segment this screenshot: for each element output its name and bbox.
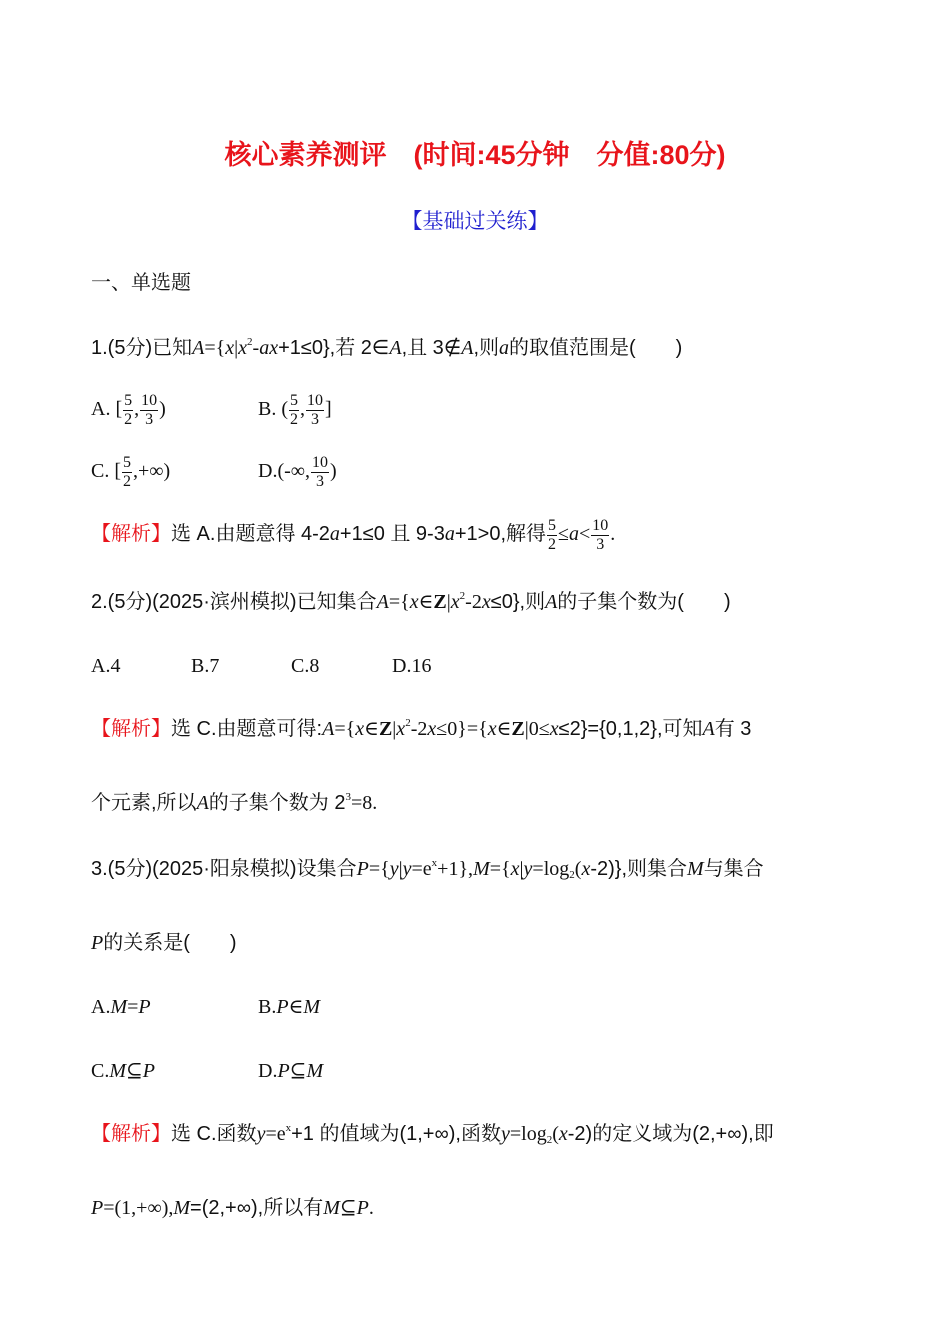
q1-prefix: 1.(5分)已知: [91, 337, 193, 359]
solution-var: M: [173, 1197, 191, 1219]
denominator: 3: [596, 536, 605, 553]
solution-var: x: [549, 718, 559, 740]
solution-var: x: [396, 718, 406, 740]
solution-text: 的子集个数为 2: [208, 792, 346, 814]
solution-var: P: [91, 1197, 104, 1219]
q3-var: M: [687, 858, 704, 880]
q3-var: y: [389, 858, 399, 880]
q3-text: ={: [489, 858, 511, 880]
solution-text: -2: [410, 718, 428, 740]
option-text: ,: [134, 398, 140, 421]
solution-text: 选 C.由题意可得:: [171, 718, 323, 740]
fraction: [122, 454, 132, 491]
denominator: 2: [548, 536, 557, 553]
solution-text: =8.: [350, 792, 378, 814]
fraction: [591, 517, 609, 554]
q3-option-a[interactable]: [91, 995, 151, 1019]
solution-text: =(2,+∞),所以有: [190, 1197, 324, 1219]
q2-solution-line-1: [91, 717, 751, 741]
q3-var: P: [91, 932, 104, 954]
q1-text: |: [234, 337, 239, 359]
q1-text: ={: [204, 337, 226, 359]
solution-tag: 【解析】: [91, 1123, 171, 1145]
fraction: [311, 454, 329, 491]
option-text: ,: [300, 398, 305, 421]
q2-var: x: [450, 591, 460, 613]
question-1: [91, 336, 682, 360]
q2-var: x: [481, 591, 491, 613]
q2-var: x: [409, 591, 419, 613]
solution-text: +1≤0 且 9-3: [339, 523, 445, 546]
log-base: 2: [546, 1134, 553, 1146]
numerator: 10: [312, 454, 329, 471]
q1-text: 的取值范围是( ): [509, 337, 683, 359]
option-op: ⊆: [289, 1060, 307, 1082]
solution-var: x: [427, 718, 437, 740]
option-var: M: [306, 1060, 324, 1082]
q1-text: ,则: [473, 337, 500, 359]
q3-text: 的关系是( ): [103, 932, 237, 954]
option-var: P: [277, 1060, 290, 1082]
q1-text: +1≤0},若 2∈: [278, 337, 390, 359]
numerator: 10: [307, 392, 323, 409]
q2-var: A: [376, 591, 389, 613]
q3-log-base: 2: [569, 869, 575, 881]
q3-solution-line-1: [91, 1122, 774, 1146]
solution-text: ={: [334, 718, 356, 740]
solution-var: a: [444, 523, 455, 546]
solution-tag: 【解析】: [91, 523, 171, 546]
solution-text: |0≤: [524, 718, 550, 740]
fraction: [289, 392, 299, 429]
solution-text: 有 3: [714, 718, 752, 740]
q1-exponent: 2: [247, 336, 253, 348]
solution-text: ≤2}={0,1,2},可知: [558, 718, 703, 740]
solution-text: =log: [509, 1123, 547, 1145]
solution-var: a: [569, 523, 579, 546]
q2-option-b[interactable]: B.7: [191, 655, 220, 677]
solution-text: ∈: [364, 718, 379, 740]
q3-prefix: 3.(5分)(2025·阳泉模拟)设集合: [91, 858, 357, 880]
option-var: M: [109, 1060, 127, 1082]
q2-option-a[interactable]: A.4: [91, 655, 121, 677]
q3-var: y: [402, 858, 412, 880]
q2-text: ={: [388, 591, 410, 613]
fraction: [140, 392, 158, 429]
option-text: ,+∞): [133, 460, 171, 483]
solution-text: .: [610, 523, 616, 546]
option-label: B.: [258, 996, 277, 1018]
q1-var: a: [259, 337, 270, 359]
q2-var: A: [545, 591, 558, 613]
q3-text: 与集合: [703, 858, 764, 880]
fraction: [123, 392, 133, 429]
exponent: 2: [405, 717, 411, 729]
q2-option-c[interactable]: C.8: [291, 655, 320, 677]
q3-text: -2)},则集合: [590, 858, 688, 880]
q2-option-d[interactable]: D.16: [392, 655, 432, 677]
q1-solution: [91, 517, 615, 554]
q3-var: P: [356, 858, 369, 880]
q3-var: M: [473, 858, 490, 880]
solution-var: y: [256, 1123, 266, 1145]
option-text: ): [330, 460, 337, 483]
denominator: 2: [124, 411, 133, 428]
fraction: [306, 392, 324, 429]
solution-text: |: [392, 718, 397, 740]
option-label: B. (: [258, 398, 288, 421]
solution-text: =(1,+∞),: [103, 1197, 174, 1219]
numerator: 10: [592, 517, 609, 534]
section-heading: 一、单选题: [91, 272, 191, 294]
solution-text: 个元素,所以: [91, 792, 197, 814]
q3-option-d[interactable]: [258, 1059, 323, 1083]
solution-var: M: [323, 1197, 340, 1219]
exponent: x: [285, 1122, 292, 1134]
solution-text: -2)的定义域为(2,+∞),即: [567, 1123, 774, 1145]
q3-text: (: [574, 858, 582, 880]
q3-text: |: [398, 858, 403, 880]
solution-text: 选 C.函数: [171, 1123, 257, 1145]
q2-text: ∈: [418, 591, 434, 613]
solution-text: 选 A.由题意得 4-2: [171, 523, 330, 546]
q3-text: =log: [532, 858, 570, 880]
option-text: ]: [325, 398, 332, 421]
q1-text: ,且 3∉: [401, 337, 462, 359]
q1-text: -: [252, 337, 260, 359]
q1-var: A: [461, 337, 474, 359]
q2-solution-line-2: [91, 791, 377, 815]
q1-var: x: [269, 337, 279, 359]
q3-var: x: [581, 858, 591, 880]
option-op: ∈: [288, 996, 304, 1018]
solution-var: A: [702, 718, 715, 740]
q3-var: x: [510, 858, 520, 880]
solution-var: x: [355, 718, 365, 740]
solution-text: <: [579, 523, 591, 546]
option-text: ): [159, 398, 166, 421]
solution-text: ≤: [558, 523, 569, 546]
q2-text: -2: [465, 591, 482, 613]
q3-text: |: [519, 858, 524, 880]
q3-option-c[interactable]: [91, 1059, 155, 1083]
q2-integer-set: Z: [433, 591, 447, 613]
q3-text: ={: [368, 858, 390, 880]
solution-var: A: [322, 718, 335, 740]
q1-var: A: [389, 337, 402, 359]
fraction: [547, 517, 557, 554]
q1-option-d[interactable]: [258, 454, 337, 491]
q3-exponent: x: [431, 857, 438, 869]
numerator: 5: [124, 392, 133, 409]
option-op: =: [127, 996, 139, 1018]
integer-set: Z: [511, 718, 525, 740]
q1-option-a[interactable]: [91, 392, 166, 429]
q3-text: =e: [411, 858, 432, 880]
integer-set: Z: [378, 718, 393, 740]
option-var: P: [138, 996, 151, 1018]
question-2: [91, 590, 731, 614]
solution-text: +1 的值域为(1,+∞),函数: [291, 1123, 501, 1145]
q3-option-b[interactable]: [258, 995, 320, 1019]
denominator: 3: [316, 473, 325, 490]
solution-text: =e: [265, 1123, 286, 1145]
q1-var: x: [225, 337, 235, 359]
option-op: ⊆: [126, 1060, 143, 1082]
option-label: A.: [91, 996, 111, 1018]
q2-exponent: 2: [459, 590, 466, 602]
q3-text: +1},: [437, 858, 474, 880]
option-var: P: [142, 1060, 155, 1082]
option-label: C. [: [91, 460, 121, 483]
q2-text: 的子集个数为( ): [557, 591, 731, 613]
q1-var: a: [499, 337, 510, 359]
option-var: P: [276, 996, 289, 1018]
option-label: A. [: [91, 398, 123, 421]
question-3-line-1: [91, 857, 764, 881]
q2-text: |: [446, 591, 451, 613]
solution-var: a: [329, 523, 340, 546]
numerator: 5: [123, 454, 131, 471]
solution-var: A: [196, 792, 209, 814]
numerator: 10: [141, 392, 158, 409]
q1-option-b[interactable]: [258, 392, 332, 429]
q1-set-a: A: [192, 337, 205, 359]
solution-text: .: [368, 1197, 374, 1219]
q1-var: x: [238, 337, 248, 359]
q3-var: y: [523, 858, 533, 880]
option-label: C.: [91, 1060, 110, 1082]
solution-text: (: [552, 1123, 559, 1145]
q1-option-c[interactable]: [91, 454, 170, 491]
solution-text: ⊆: [339, 1197, 357, 1219]
option-label: D.: [258, 1060, 278, 1082]
denominator: 3: [145, 411, 154, 428]
q2-text: ≤0},则: [490, 591, 546, 613]
option-var: M: [110, 996, 128, 1018]
denominator: 2: [123, 473, 131, 490]
section-subtitle: 【基础过关练】: [401, 210, 549, 233]
solution-var: P: [356, 1197, 369, 1219]
solution-text: +1>0,解得: [454, 523, 547, 546]
denominator: 3: [311, 411, 319, 428]
solution-tag: 【解析】: [91, 718, 171, 740]
solution-var: y: [500, 1123, 510, 1145]
page-title: 核心素养测评 (时间:45分钟 分值:80分): [224, 140, 726, 170]
question-3-line-2: [91, 931, 237, 955]
option-var: M: [303, 996, 321, 1018]
solution-text: ∈: [496, 718, 512, 740]
denominator: 2: [290, 411, 298, 428]
exponent: 3: [345, 791, 351, 803]
q2-prefix: 2.(5分)(2025·滨州模拟)已知集合: [91, 591, 377, 613]
numerator: 5: [548, 517, 557, 534]
numerator: 5: [290, 392, 298, 409]
solution-text: ≤0}={: [436, 718, 488, 740]
solution-var: x: [558, 1123, 568, 1145]
solution-var: x: [487, 718, 497, 740]
q3-solution-line-2: [91, 1196, 374, 1220]
option-label: D.(-∞,: [258, 460, 311, 483]
